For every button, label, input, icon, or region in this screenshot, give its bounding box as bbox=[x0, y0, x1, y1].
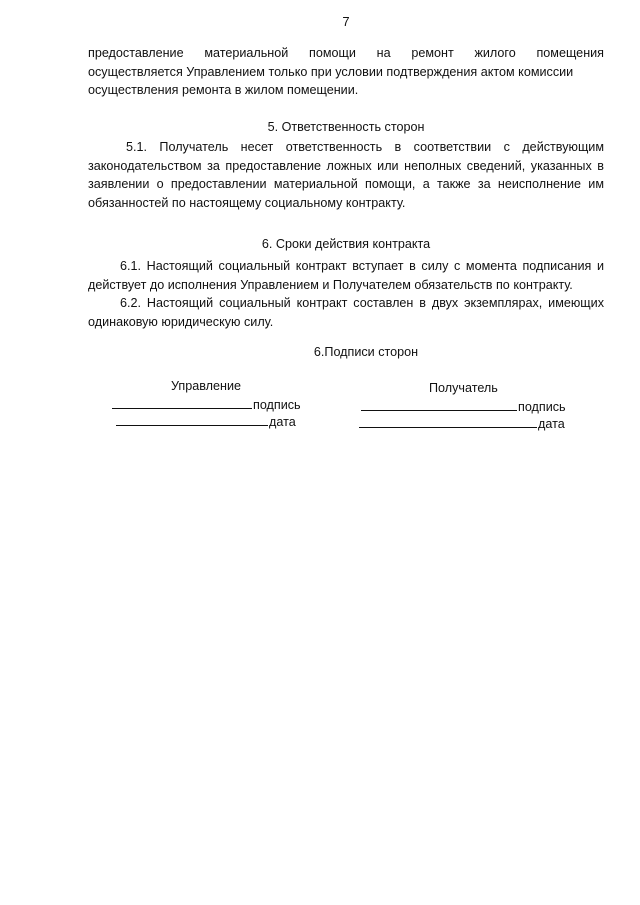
right-party-label: Получатель bbox=[429, 381, 498, 395]
right-date-label: дата bbox=[538, 417, 565, 431]
section-5-paragraph: 5.1. Получатель несет ответственность в соответствии с действующим законодательством за предоставление ложных или неполных сведений, указанных в заявлении о предоставлении материальной помощи, а также за неисполнение им обязанностей по настоящему социальному контракту. bbox=[88, 140, 604, 210]
left-date-line bbox=[116, 413, 296, 432]
right-signature-line bbox=[361, 398, 566, 417]
section-6-body bbox=[88, 257, 604, 331]
intro-paragraph bbox=[88, 44, 604, 100]
section-5-title: 5. Ответственность сторон bbox=[267, 120, 425, 134]
left-date-label: дата bbox=[269, 415, 296, 429]
section-6-paragraph-1: 6.1. Настоящий социальный контракт вступает в силу с момента подписания и действует до исполнения Управлением и Получателем обязательств по контракту. bbox=[88, 259, 604, 292]
left-date-rule bbox=[116, 424, 268, 426]
right-signature-label: подпись bbox=[518, 400, 566, 414]
right-signature-rule bbox=[361, 409, 517, 411]
section-6-title: 6. Сроки действия контракта bbox=[261, 237, 431, 251]
section-6-paragraph-2: 6.2. Настоящий социальный контракт составлен в двух экземплярах, имеющих одинаковую юридическую силу. bbox=[88, 296, 604, 329]
intro-line-3: осуществления ремонта в жилом помещении. bbox=[88, 83, 359, 97]
page-number: 7 bbox=[342, 14, 350, 29]
left-party-label: Управление bbox=[171, 379, 242, 393]
left-signature-label: подпись bbox=[253, 398, 301, 412]
intro-line-1: предоставление материальной помощи на ремонт жилого помещения bbox=[88, 46, 604, 60]
intro-line-2: осуществляется Управлением только при условии подтверждения актом комиссии bbox=[88, 64, 574, 79]
left-signature-rule bbox=[112, 407, 252, 409]
section-5-body bbox=[88, 138, 604, 212]
signatures-title: 6.Подписи сторон bbox=[313, 345, 419, 359]
right-date-rule bbox=[359, 426, 537, 428]
right-date-line bbox=[359, 415, 565, 434]
left-signature-line bbox=[112, 396, 301, 415]
